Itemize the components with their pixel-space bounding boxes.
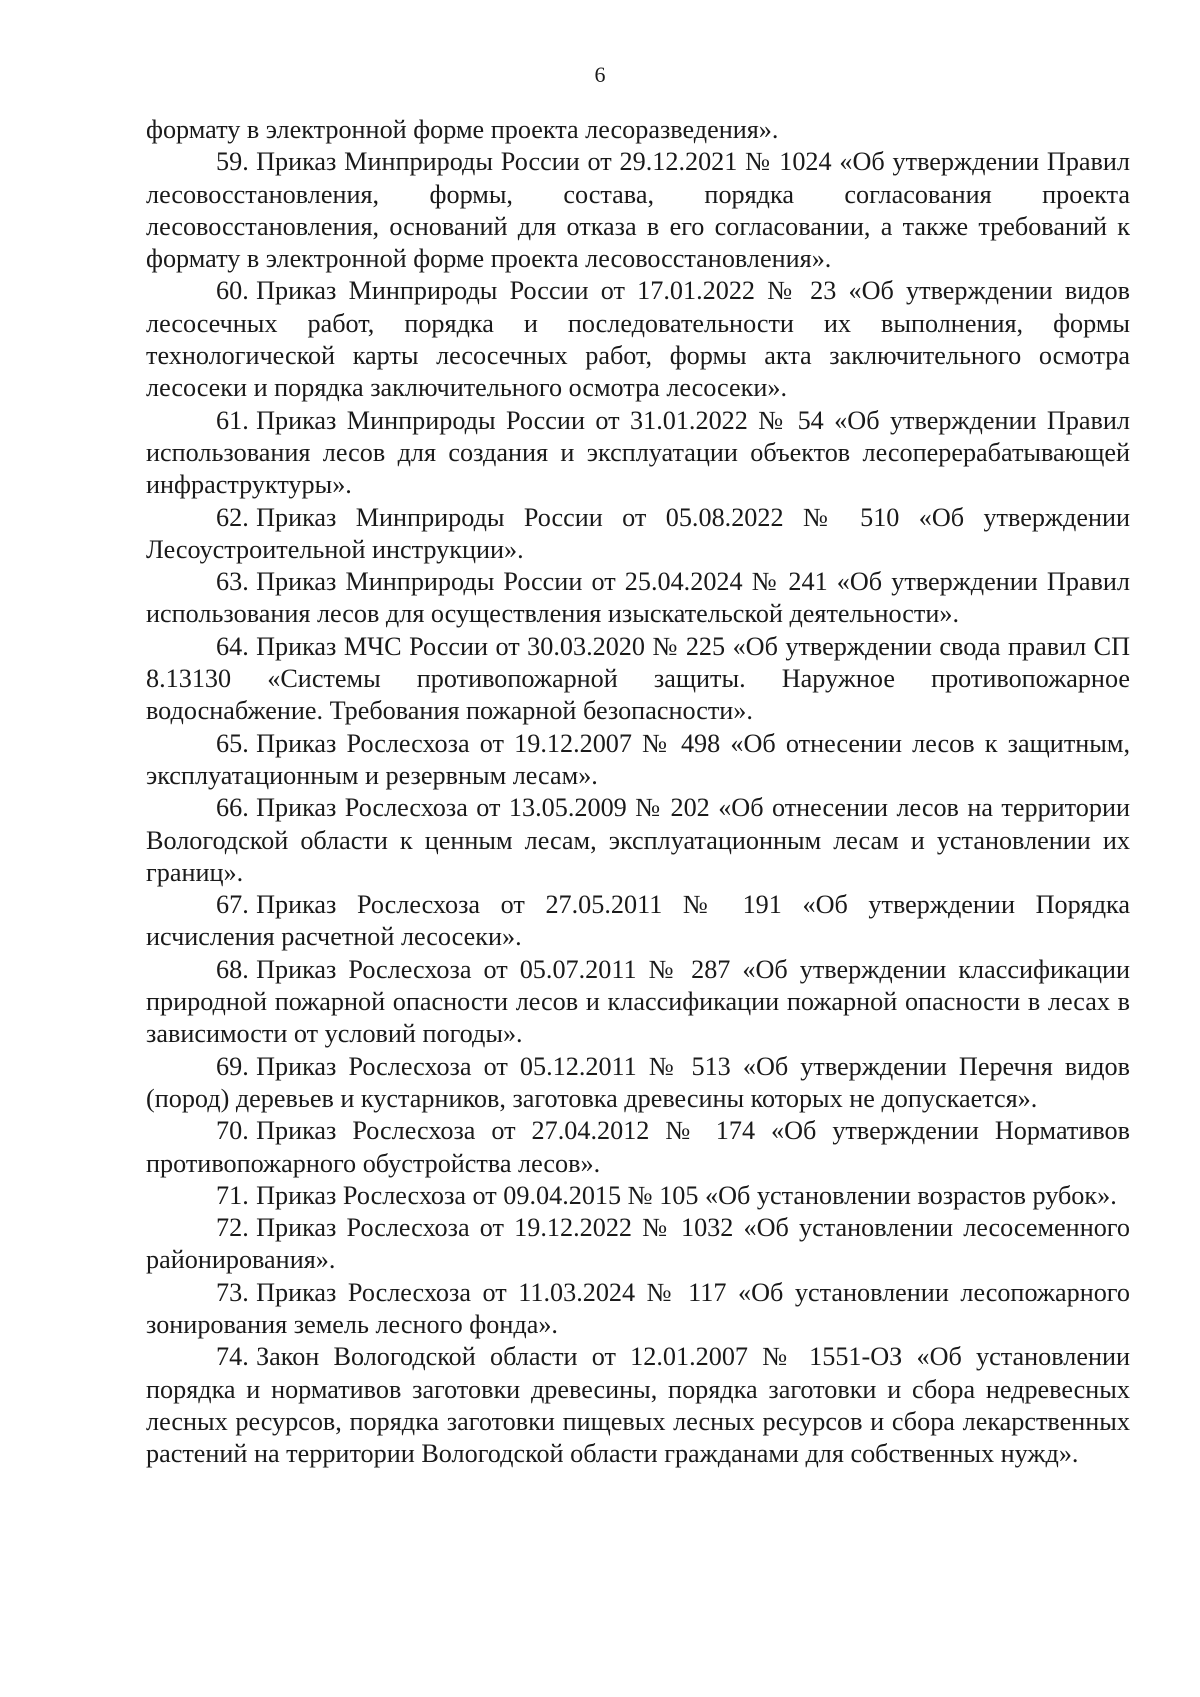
continuation-paragraph: формату в электронной форме проекта лесоразведения».: [146, 115, 779, 144]
list-item: [146, 1212, 1130, 1277]
list-item-number: 74.: [216, 1342, 249, 1372]
list-item-number: 72.: [216, 1213, 249, 1243]
list-item-number: 60.: [216, 276, 249, 306]
list-item-number: 70.: [216, 1116, 249, 1146]
list-item-text: Приказ Рослесхоза от 11.03.2024 № 117 «Об установлении лесопожарного зонирования земель лесного фонда».: [146, 1277, 1130, 1339]
list-item: [146, 1277, 1130, 1342]
list-item-text: Приказ Рослесхоза от 19.12.2007 № 498 «Об отнесении лесов к защитным, эксплуатационным и резервным лесам».: [146, 728, 1130, 790]
list-item: [146, 631, 1130, 728]
list-item-number: 61.: [216, 405, 249, 435]
list-item: [146, 954, 1130, 1051]
list-item-text: Приказ Рослесхоза от 19.12.2022 № 1032 «Об установлении лесосеменного районирования».: [146, 1213, 1130, 1275]
list-item: [146, 502, 1130, 567]
list-item-text: Приказ Минприроды России от 29.12.2021 № 1024 «Об утверждении Правил лесовосстановления, формы, состава, порядка согласования проекта лесовосстановления, оснований для отказа в его согласовании, а также требований к формату в электронной форме проекта лесовосстановления».: [146, 147, 1130, 274]
list-item-text: Приказ Минприроды России от 05.08.2022 № 510 «Об утверждении Лесоустроительной инструкции».: [146, 502, 1130, 564]
list-item-text: Приказ МЧС России от 30.03.2020 № 225 «Об утверждении свода правил СП 8.13130 «Системы противопожарной защиты. Наружное противопожарное водоснабжение. Требования пожарной безопасности».: [146, 631, 1130, 726]
list-item-text: Приказ Рослесхоза от 27.04.2012 № 174 «Об утверждении Нормативов противопожарного обустройства лесов».: [146, 1116, 1130, 1178]
list-item: [146, 405, 1130, 502]
list-item: [146, 1115, 1130, 1180]
list-item-number: 62.: [216, 502, 249, 532]
list-item-number: 64.: [216, 631, 249, 661]
list-item-number: 66.: [216, 793, 249, 823]
list-item: [146, 728, 1130, 793]
list-item-number: 73.: [216, 1277, 249, 1307]
list-item: [146, 275, 1130, 404]
list-item-number: 63.: [216, 567, 249, 597]
numbered-list: [146, 146, 1130, 1470]
list-item-number: 71.: [216, 1180, 249, 1210]
list-item-text: Приказ Рослесхоза от 05.07.2011 № 287 «Об утверждении классификации природной пожарной опасности лесов и классификации пожарной опасности в лесах в зависимости от условий погоды».: [146, 954, 1130, 1049]
list-item: [146, 566, 1130, 631]
list-item-text: Закон Вологодской области от 12.01.2007 № 1551-ОЗ «Об установлении порядка и нормативов заготовки древесины, порядка заготовки и сбора недревесных лесных ресурсов, порядка заготовки пищевых лесных ресурсов и сбора лекарственных растений на территории Вологодской области гражданами для собственных нужд».: [146, 1342, 1130, 1469]
list-item: [146, 792, 1130, 889]
list-item: [146, 146, 1130, 275]
list-item-text: Приказ Рослесхоза от 13.05.2009 № 202 «Об отнесении лесов на территории Вологодской области к ценным лесам, эксплуатационным лесам и установлении их границ».: [146, 793, 1130, 887]
list-item-number: 68.: [216, 954, 249, 984]
document-body: [146, 114, 1130, 1470]
list-item: [146, 1180, 1130, 1212]
list-item-text: Приказ Минприроды России от 25.04.2024 № 241 «Об утверждении Правил использования лесов для осуществления изыскательской деятельности».: [146, 567, 1130, 629]
list-item-number: 69.: [216, 1051, 249, 1081]
list-item: [146, 1341, 1130, 1470]
page-number: 6: [594, 62, 606, 87]
list-item-text: Приказ Минприроды России от 17.01.2022 № 23 «Об утверждении видов лесосечных работ, порядка и последовательности их выполнения, формы технологической карты лесосечных работ, формы акта заключительного осмотра лесосеки и порядка заключительного осмотра лесосеки».: [146, 276, 1130, 403]
list-item: [146, 889, 1130, 954]
list-item-number: 59.: [216, 147, 249, 177]
list-item-text: Приказ Рослесхоза от 27.05.2011 № 191 «Об утверждении Порядка исчисления расчетной лесосеки».: [146, 890, 1130, 952]
list-item-number: 65.: [216, 728, 249, 758]
list-item-text: Приказ Минприроды России от 31.01.2022 № 54 «Об утверждении Правил использования лесов для создания и эксплуатации объектов лесоперерабатывающей инфраструктуры».: [146, 405, 1130, 500]
list-item-text: Приказ Рослесхоза от 05.12.2011 № 513 «Об утверждении Перечня видов (пород) деревьев и кустарников, заготовка древесины которых не допускается».: [146, 1051, 1130, 1113]
list-item-text: Приказ Рослесхоза от 09.04.2015 № 105 «Об установлении возрастов рубок».: [256, 1180, 1117, 1210]
list-item-number: 67.: [216, 890, 249, 920]
list-item: [146, 1051, 1130, 1116]
